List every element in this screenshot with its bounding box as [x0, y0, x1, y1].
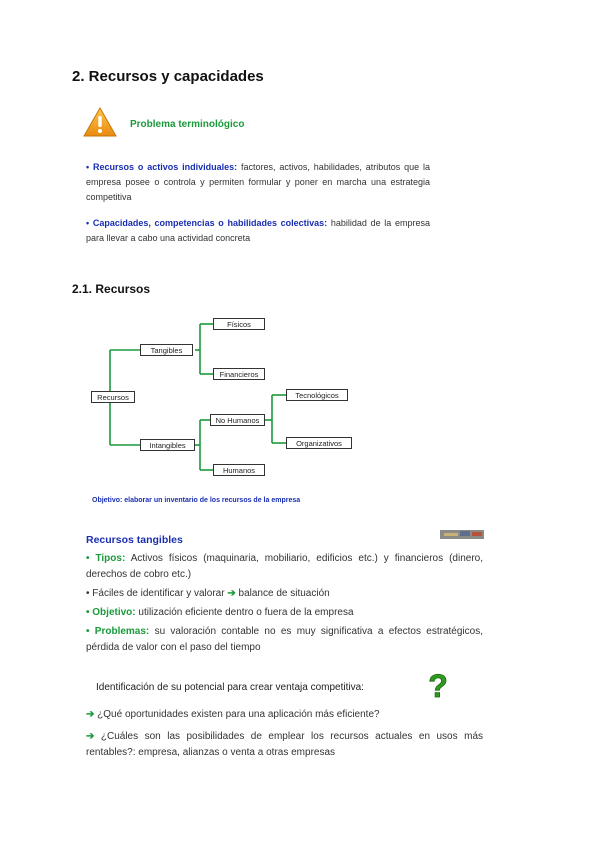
tipos-text: Activos físicos (maquinaria, mobiliario, edificios etc.) y financieros (dinero, derechos de cobro etc.)	[86, 553, 483, 580]
node-humanos: Humanos	[213, 464, 265, 476]
tipos-label: • Tipos:	[86, 553, 126, 564]
tangibles-problemas	[86, 624, 483, 656]
subsection-title: 2.1. Recursos	[72, 282, 151, 296]
warning-title: Problema terminológico	[130, 119, 245, 130]
node-intangibles: Intangibles	[140, 439, 195, 451]
tangibles-tipos	[86, 551, 483, 583]
question-1	[86, 707, 483, 723]
tangibles-faciles	[86, 586, 483, 602]
identificacion-text: Identificación de su potencial para crear ventaja competitiva:	[96, 682, 364, 693]
problemas-text: su valoración contable no es muy significativa a efectos estratégicos, pérdida de valor con el paso del tiempo	[86, 626, 483, 653]
question-text: ¿Qué oportunidades existen para una aplicación más eficiente?	[94, 709, 380, 720]
question-text: ¿Cuáles son las posibilidades de emplear los recursos actuales en usos más rentables?: empresa, alianzas o venta a otras empresas	[86, 731, 483, 758]
section-title: 2. Recursos y capacidades	[72, 68, 264, 85]
node-financieros: Financieros	[213, 368, 265, 380]
faciles-result: balance de situación	[235, 588, 330, 599]
objetivo-text: utilización eficiente dentro o fuera de la empresa	[135, 607, 354, 618]
node-recursos: Recursos	[91, 391, 135, 403]
arrow-icon: ➔	[86, 709, 95, 720]
problemas-label: • Problemas:	[86, 626, 150, 637]
node-no-humanos: No Humanos	[210, 414, 265, 426]
thumbnail-image	[440, 530, 484, 539]
arrow-icon: ➔	[86, 731, 95, 742]
faciles-text: • Fáciles de identificar y valorar	[86, 588, 228, 599]
definition-label: • Recursos o activos individuales:	[86, 162, 238, 172]
tangibles-title: Recursos tangibles	[86, 534, 183, 546]
objetivo-label: • Objetivo:	[86, 607, 136, 618]
svg-text:?: ?	[428, 670, 448, 702]
node-tecnologicos: Tecnológicos	[286, 389, 348, 401]
diagram-caption: Objetivo: elaborar un inventario de los recursos de la empresa	[92, 497, 301, 504]
node-fisicos: Físicos	[213, 318, 265, 330]
definition-text: factores, activos, habilidades, atributos que la empresa posee o controla y permiten formular y poner en marcha una estrategia competitiva	[86, 162, 430, 202]
question-icon	[424, 670, 452, 702]
tangibles-objetivo	[86, 605, 483, 621]
definition-text: habilidad de la empresa para llevar a cabo una actividad concreta	[86, 218, 430, 243]
definition-label: • Capacidades, competencias o habilidades colectivas:	[86, 218, 328, 228]
arrow-icon: ➔	[227, 588, 236, 599]
node-tangibles: Tangibles	[140, 344, 193, 356]
node-organizativos: Organizativos	[286, 437, 352, 449]
question-2	[86, 729, 483, 761]
